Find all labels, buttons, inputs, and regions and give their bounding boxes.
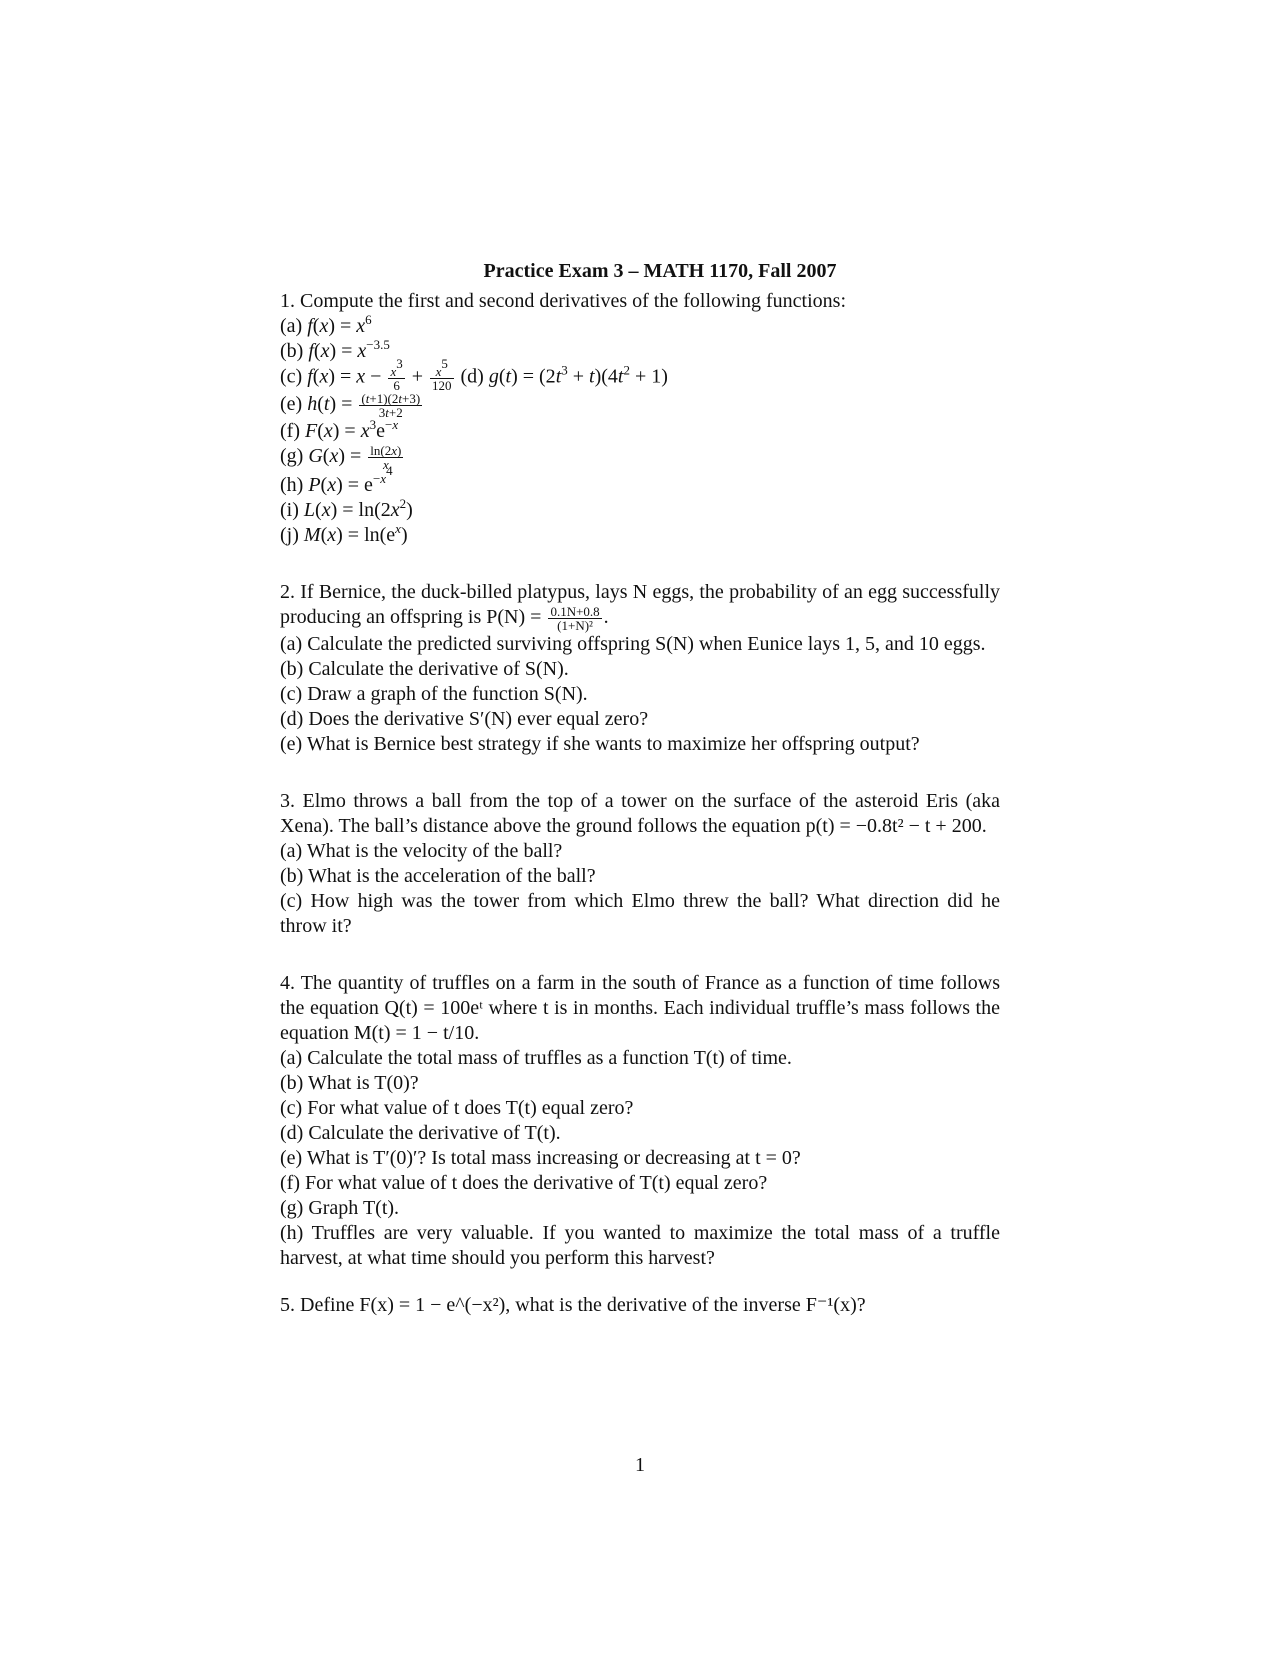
fraction: $\frac{x^5}{120}$ [432,356,452,393]
q2-item-d: (d) Does the derivative S′(N) ever equal zero? [280,708,649,730]
q2-item-b: (b) Calculate the derivative of S(N). [280,658,569,680]
q4-item-c: (c) For what value of t does T(t) equal zero? [280,1097,634,1119]
q1-item-i: (i) $L(x) = \ln(2x^2)$ [280,496,413,521]
q4-item-d: (d) Calculate the derivative of T(t). [280,1122,561,1144]
q1-item-f: (f) $F(x) = x^3e^{-x}$ [280,417,399,442]
q2-intro: 2. If Bernice, the duck-billed platypus, lays N eggs, the probability of an egg successfully producing an offspring is P(N) = $\frac{0.1N+0.8}{\text{(1+N)²}}$ . [280,581,1000,633]
q4-item-e: (e) What is T′(0)′? Is total mass increasing or decreasing at t = 0? [280,1147,801,1169]
q1-item-a: (a) $f(x) = x^6$ [280,312,372,337]
fraction: $\frac{(t+1)(2t+3)}{3t+2}$ [361,391,421,420]
q4-item-g: (g) Graph T(t). [280,1197,400,1219]
q3-item-c: (c) How high was the tower from which Elmo threw the ball? What direction did he throw it? [280,890,1000,937]
q1-item-g: (g) G(x) = $\frac{\ln(2x)}{x}$ [280,443,402,472]
q2-item-e: (e) What is Bernice best strategy if she wants to maximize her offspring output? [280,733,920,755]
q1-intro: 1. Compute the first and second derivatives of the following functions: [280,290,846,312]
q4-intro: 4. The quantity of truffles on a farm in the south of France as a function of time follows the equation Q(t) = 100eᵗ where t is in months. Each individual truffle’s mass follows the equation M(t) = 1 − t/10. [280,972,1000,1044]
q4-item-f: (f) For what value of t does the derivative of T(t) equal zero? [280,1172,768,1194]
page-title: Practice Exam 3 – MATH 1170, Fall 2007 [483,260,837,282]
page-number: 1 [635,1454,645,1476]
q1-item-c-d: (c) f(x) = x − $\frac{x^3}{6}$ + $\frac{x^5}{120}$ (d) $g(t) = (2t^3 + t)(4t^2 + 1)$ [280,356,668,393]
q1-item-h: (h) $P(x) = e^{-x^4}$ [280,463,393,496]
fraction: $\frac{x^3}{6}$ [390,356,403,393]
question-1 [280,289,1000,548]
q1-item-b: (b) $f(x) = x^{-3.5}$ [280,337,390,362]
question-3 [280,789,1000,939]
question-2 [280,580,1000,757]
q3-intro: 3. Elmo throws a ball from the top of a tower on the surface of the asteroid Eris (aka Xena). The ball’s distance above the ground follows the equation p(t) = −0.8t² − t + 200. [280,790,1000,837]
q4-item-h: (h) Truffles are very valuable. If you wanted to maximize the total mass of a truffle harvest, at what time should you perform this harvest? [280,1222,1000,1269]
q5-text: 5. Define F(x) = 1 − e^(−x²), what is the derivative of the inverse F⁻¹(x)? [280,1294,866,1316]
q1-item-e: (e) h(t) = $\frac{(t+1)(2t+3)}{3t+2}$ [280,391,421,420]
q3-item-a: (a) What is the velocity of the ball? [280,840,563,862]
fraction: $\frac{0.1N+0.8}{\text{(1+N)²}}$ [550,604,600,633]
q4-item-a: (a) Calculate the total mass of truffles as a function T(t) of time. [280,1047,792,1069]
question-5 [280,1293,1000,1318]
q2-item-a: (a) Calculate the predicted surviving offspring S(N) when Eunice lays 1, 5, and 10 eggs. [280,633,986,655]
q3-item-b: (b) What is the acceleration of the ball? [280,865,596,887]
q2-item-c: (c) Draw a graph of the function S(N). [280,683,588,705]
exam-page [280,260,1000,1318]
question-4 [280,971,1000,1271]
q4-item-b: (b) What is T(0)? [280,1072,419,1094]
fraction: $\frac{\ln(2x)}{x}$ [370,443,402,472]
q1-item-j: (j) $M(x) = \ln(e^x)$ [280,521,408,546]
